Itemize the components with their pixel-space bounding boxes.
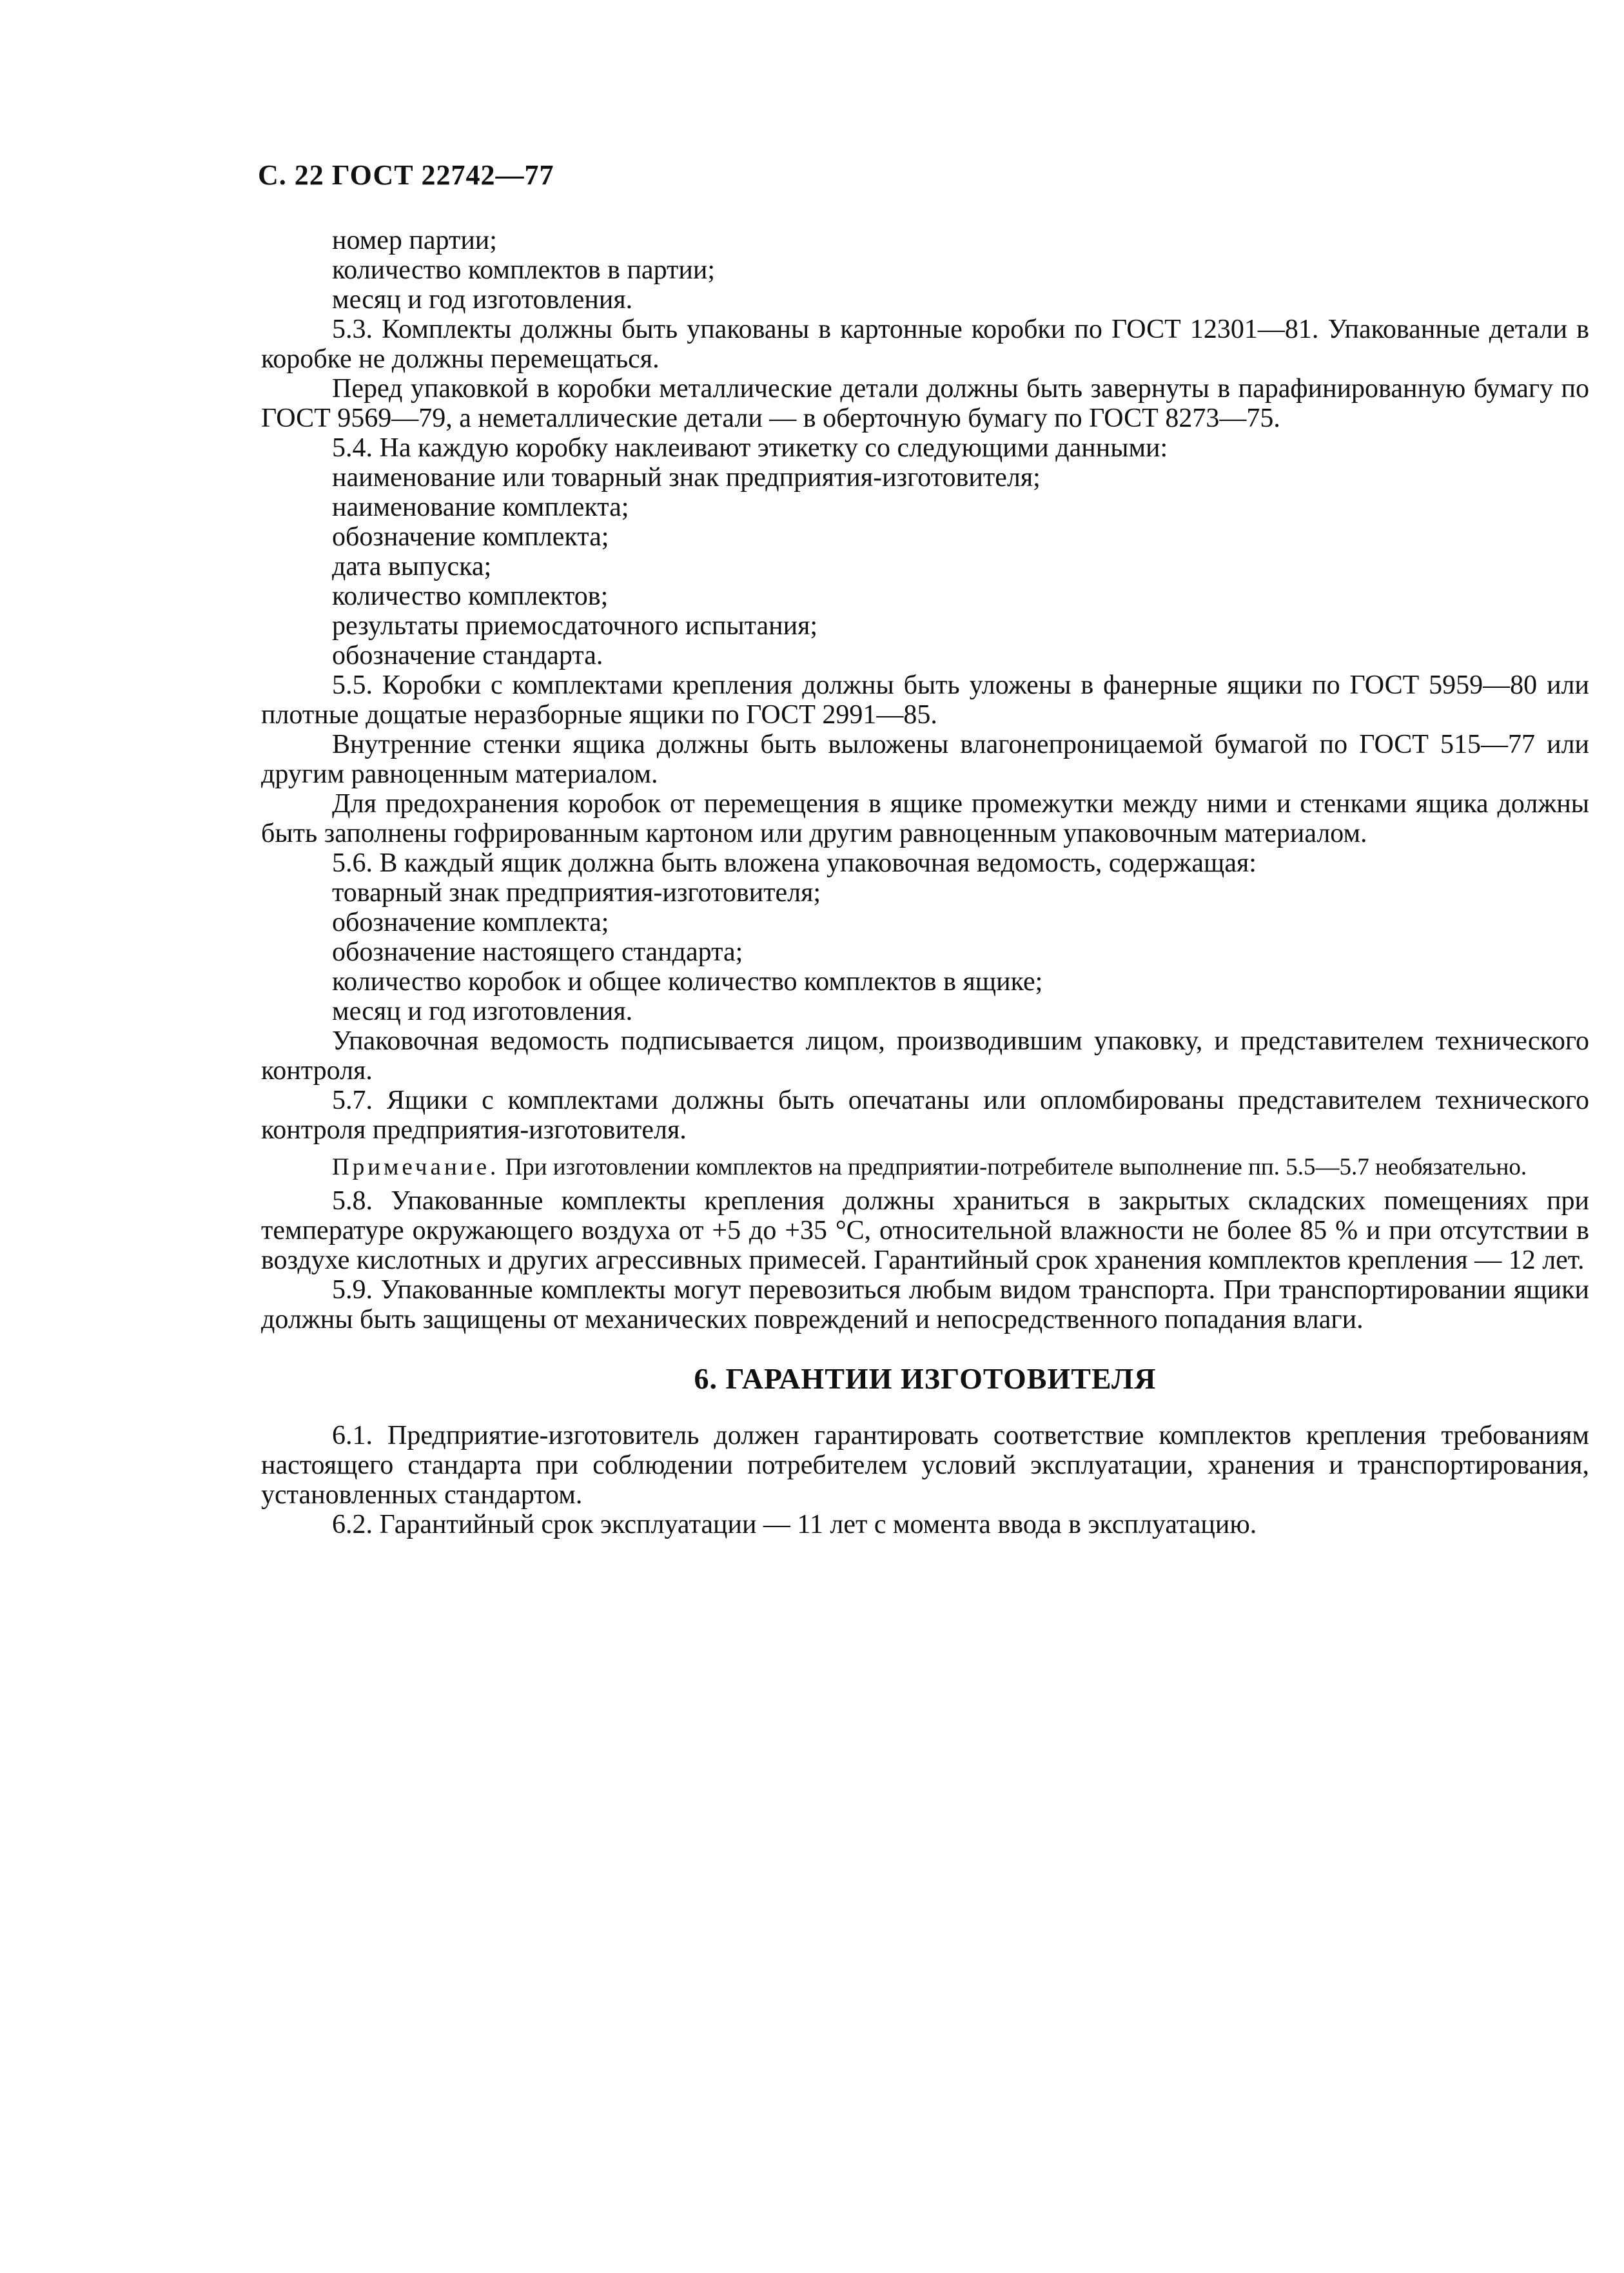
paragraph: месяц и год изготовления. (332, 285, 633, 315)
paragraph: обозначение комплекта; (332, 522, 609, 552)
paragraph: 6.1. Предприятие-изготовитель должен гарантировать соответствие комплектов крепления требованиям настоящего стандарта при соблюдении потребителем условий эксплуатации, хранения и транспортирования, установленных стандартом. (261, 1421, 1589, 1510)
paragraph: наименование комплекта; (332, 493, 629, 522)
document-body (261, 226, 1589, 1539)
paragraph: Перед упаковкой в коробки металлические детали должны быть завернуты в парафинированную бумагу по ГОСТ 9569—79, а неметаллические детали — в оберточную бумагу по ГОСТ 8273—75. (261, 374, 1589, 433)
paragraph: 5.4. На каждую коробку наклеивают этикетку со следующими данными: (332, 433, 1168, 463)
paragraph: количество коробок и общее количество комплектов в ящике; (332, 967, 1043, 997)
paragraph: месяц и год изготовления. (332, 997, 633, 1026)
paragraph: количество комплектов в партии; (332, 255, 715, 285)
section-6-heading: 6. ГАРАНТИИ ИЗГОТОВИТЕЛЯ (694, 1362, 1157, 1395)
paragraph: товарный знак предприятия-изготовителя; (332, 878, 821, 908)
paragraph: Для предохранения коробок от перемещения в ящике промежутки между ними и стенками ящика должны быть заполнены гофрированным картоном или другим равноценным упаковочным материалом. (261, 789, 1589, 848)
paragraph: 5.9. Упакованные комплекты могут перевозиться любым видом транспорта. При транспортировании ящики должны быть защищены от механических повреждений и непосредственного попадания влаги. (261, 1275, 1589, 1334)
paragraph: 5.5. Коробки с комплектами крепления должны быть уложены в фанерные ящики по ГОСТ 5959—80 или плотные дощатые неразборные ящики по ГОСТ 2991—85. (261, 670, 1589, 730)
paragraph: дата выпуска; (332, 552, 492, 581)
paragraph: 6.2. Гарантийный срок эксплуатации — 11 лет с момента ввода в эксплуатацию. (332, 1510, 1257, 1539)
paragraph: 5.3. Комплекты должны быть упакованы в картонные коробки по ГОСТ 12301—81. Упакованные детали в коробке не должны перемещаться. (261, 315, 1589, 374)
paragraph: 5.8. Упакованные комплекты крепления должны храниться в закрытых складских помещениях при температуре окружающего воздуха от +5 до +35 °С, относительной влажности не более 85 % и при отсутствии в воздухе кислотных и других агрессивных примесей. Гарантийный срок хранения комплектов крепления — 12 лет. (261, 1186, 1589, 1275)
section-6-paragraphs (261, 1421, 1589, 1539)
paragraph: обозначение настоящего стандарта; (332, 937, 743, 967)
paragraph: обозначение комплекта; (332, 908, 609, 937)
paragraph: Упаковочная ведомость подписывается лицом, производившим упаковку, и представителем технического контроля. (261, 1026, 1589, 1086)
page-header: С. 22 ГОСТ 22742—77 (258, 159, 554, 191)
paragraph: количество комплектов; (332, 581, 609, 611)
paragraph: наименование или товарный знак предприятия-изготовителя; (332, 463, 1041, 493)
note (261, 1154, 1589, 1181)
paragraph: результаты приемосдаточного испытания; (332, 611, 818, 641)
paragraph: Внутренние стенки ящика должны быть выложены влагонепроницаемой бумагой по ГОСТ 515—77 или другим равноценным материалом. (261, 730, 1589, 789)
note-label: Примечание. (332, 1154, 500, 1180)
paragraph: 5.7. Ящики с комплектами должны быть опечатаны или опломбированы представителем технического контроля предприятия-изготовителя. (261, 1086, 1589, 1145)
section-5-paragraphs (261, 226, 1589, 1145)
section-5-storage-paragraphs (261, 1186, 1589, 1334)
paragraph: 5.6. В каждый ящик должна быть вложена упаковочная ведомость, содержащая: (332, 848, 1257, 878)
note-text: При изготовлении комплектов на предприятии-потребителе выполнение пп. 5.5—5.7 необязательно. (499, 1154, 1527, 1180)
paragraph: обозначение стандарта. (332, 641, 603, 670)
paragraph: номер партии; (332, 226, 497, 255)
